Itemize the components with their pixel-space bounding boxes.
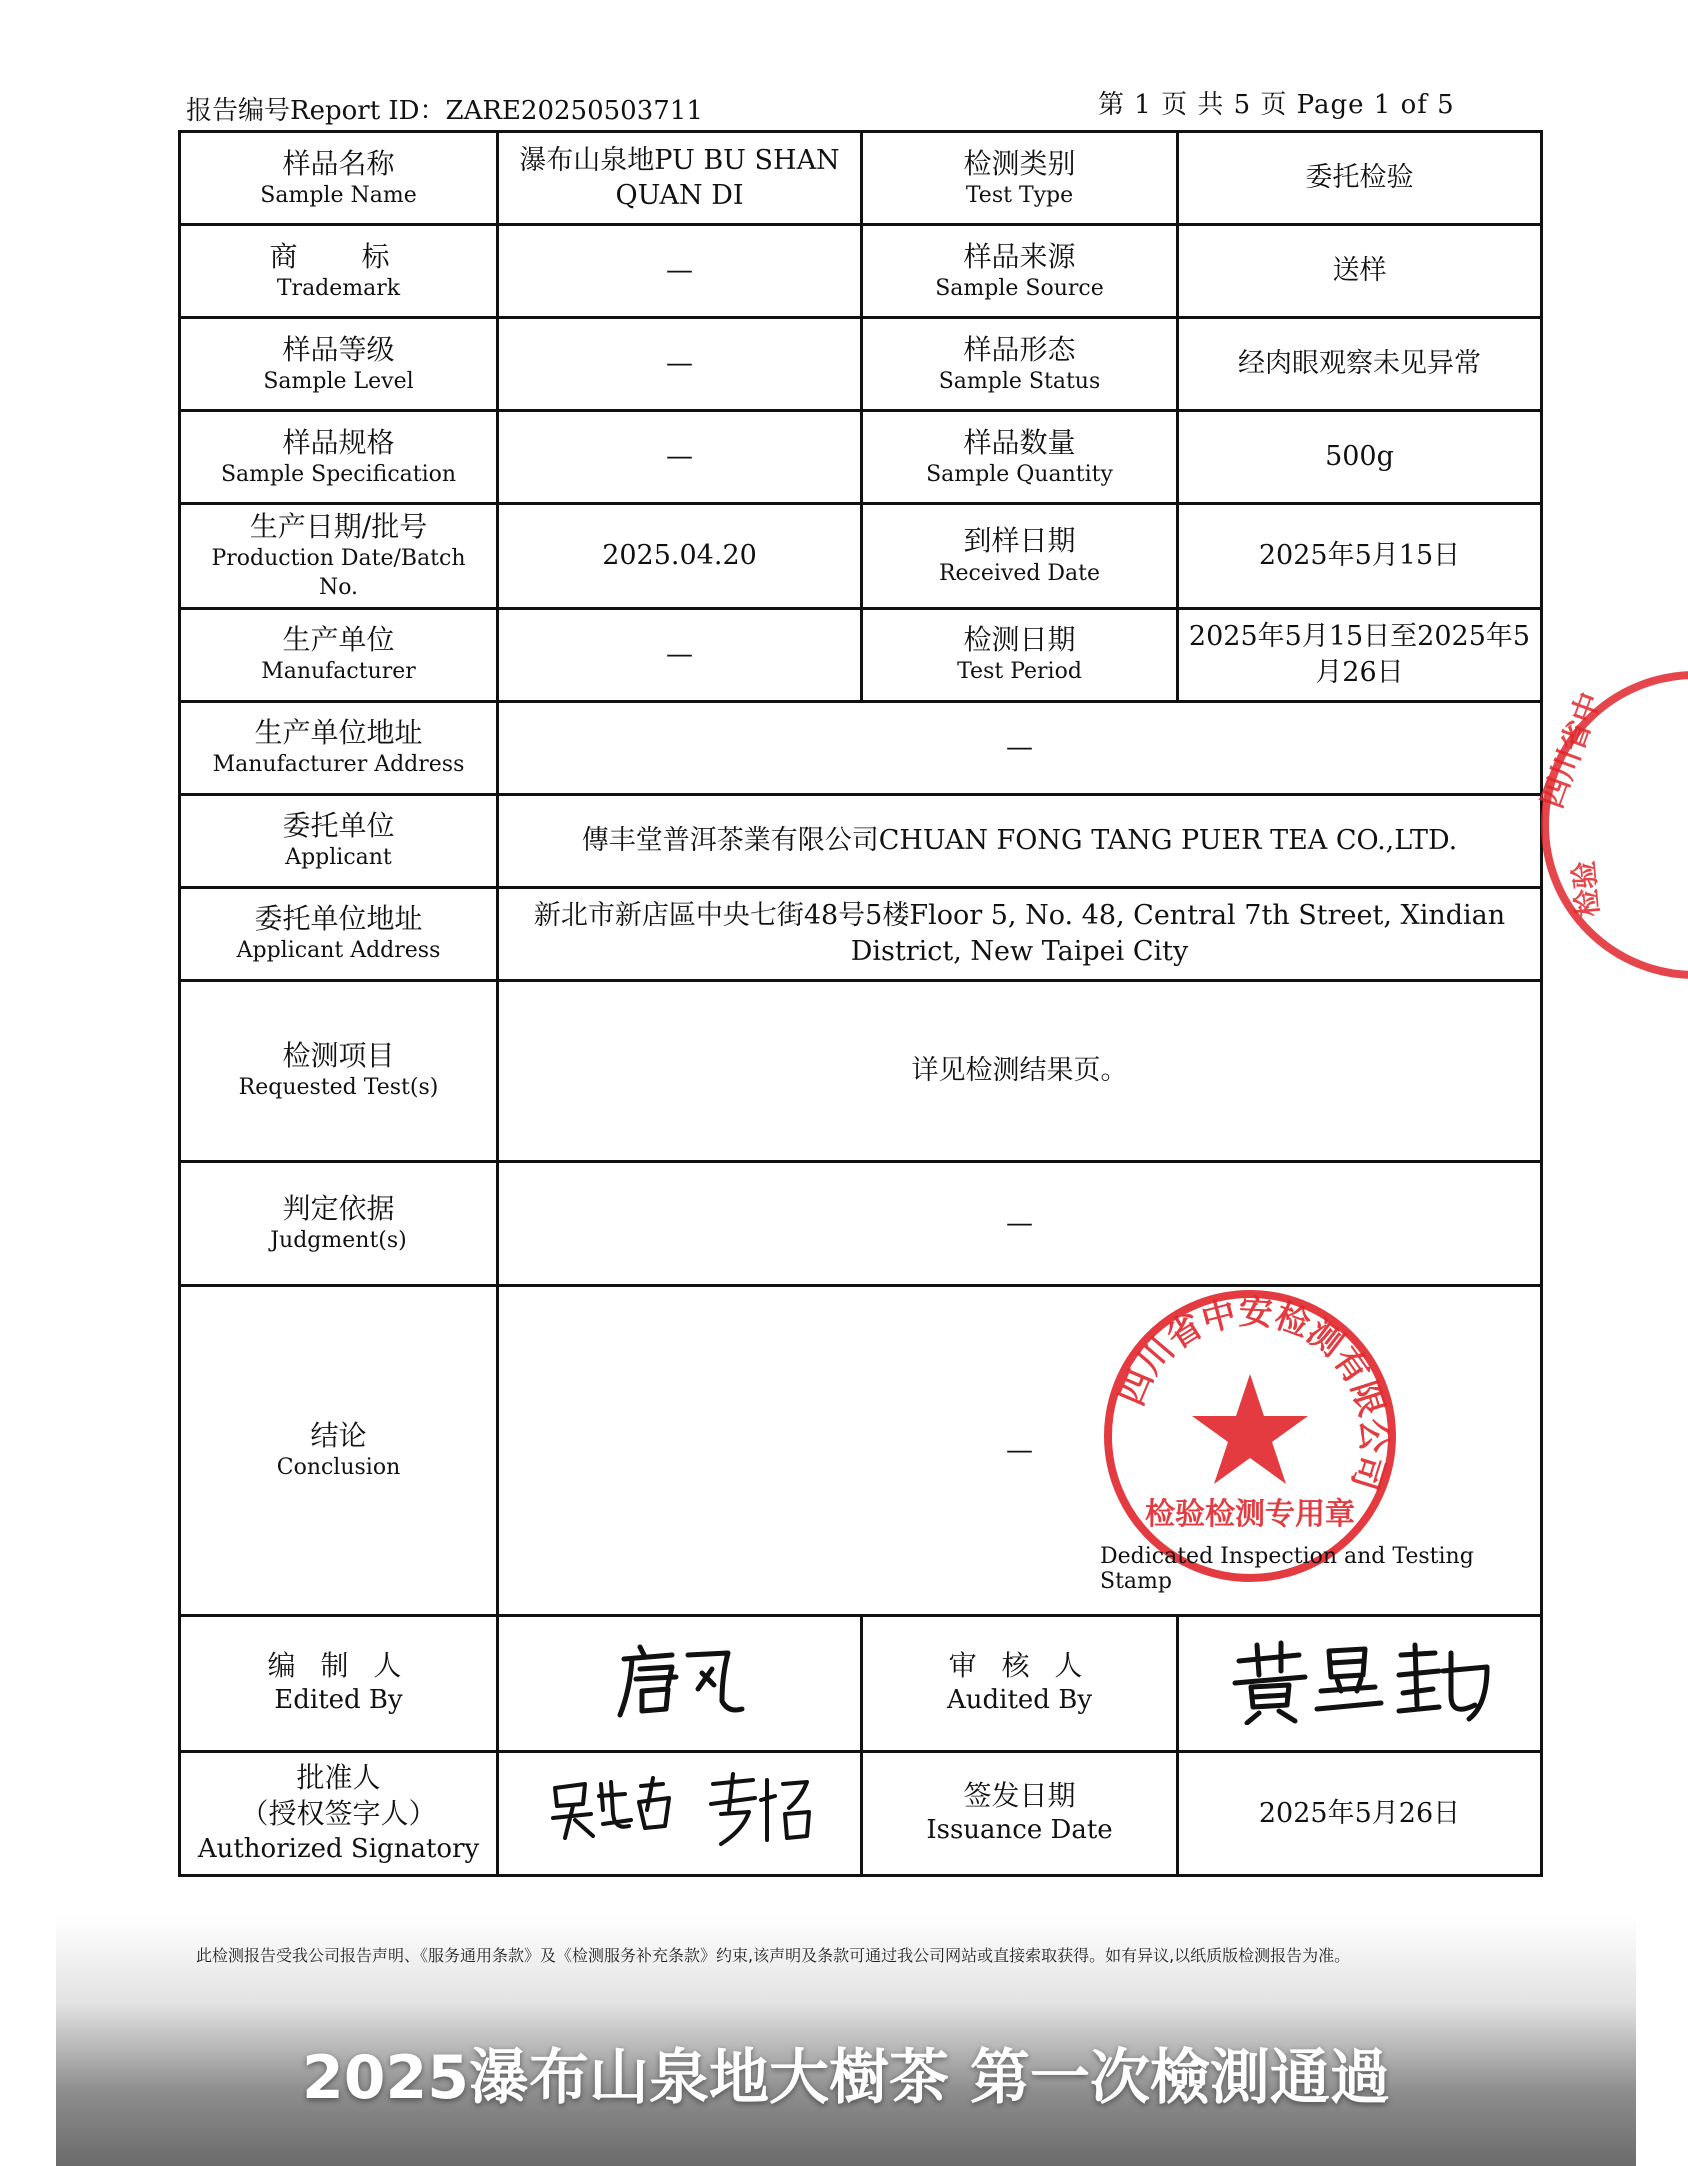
value-requested-tests: 详见检测结果页。 — [498, 980, 1542, 1161]
value-test-type: 委托检验 — [1178, 132, 1542, 225]
report-table — [178, 130, 1543, 1877]
value-issuance-date: 2025年5月26日 — [1178, 1751, 1542, 1875]
signature-authorized — [498, 1751, 862, 1875]
label-requested-tests: 检测项目 Requested Test(s) — [180, 980, 498, 1161]
report-id: 报告编号Report ID：ZARE20250503711 — [186, 96, 703, 126]
label-manufacturer-address: 生产单位地址 Manufacturer Address — [180, 701, 498, 794]
signature-tang-fei — [610, 1635, 750, 1725]
label-sample-name: 样品名称 Sample Name — [180, 132, 498, 225]
label-judgment: 判定依据 Judgment(s) — [180, 1161, 498, 1285]
label-conclusion: 结论 Conclusion — [180, 1285, 498, 1615]
value-received-date: 2025年5月15日 — [1178, 504, 1542, 609]
label-sample-status: 样品形态 Sample Status — [862, 318, 1178, 411]
value-sample-source: 送样 — [1178, 225, 1542, 318]
value-manufacturer-address: — — [498, 701, 1542, 794]
stamp-star-icon — [1192, 1374, 1308, 1484]
value-sample-level: — — [498, 318, 862, 411]
label-audited-by: 审 核 人 Audited By — [862, 1615, 1178, 1751]
partial-seam-stamp — [1530, 660, 1688, 990]
label-test-type: 检测类别 Test Type — [862, 132, 1178, 225]
footer-title: 2025瀑布山泉地大樹茶 第一次檢測通過 — [302, 2043, 1390, 2113]
label-edited-by: 编 制 人 Edited By — [180, 1615, 498, 1751]
signature-edited-by — [498, 1615, 862, 1751]
label-issuance-date: 签发日期 Issuance Date — [862, 1751, 1178, 1875]
signature-authorized-mark — [545, 1770, 815, 1850]
label-trademark: 商 标 Trademark — [180, 225, 498, 318]
value-judgment: — — [498, 1161, 1542, 1285]
value-sample-status: 经肉眼观察未见异常 — [1178, 318, 1542, 411]
stamp-caption: Dedicated Inspection and Testing Stamp — [1100, 1544, 1474, 1594]
value-applicant: 傳丰堂普洱茶業有限公司CHUAN FONG TANG PUER TEA CO.,LTD. — [498, 794, 1542, 887]
label-sample-level: 样品等级 Sample Level — [180, 318, 498, 411]
label-sample-source: 样品来源 Sample Source — [862, 225, 1178, 318]
value-conclusion: — — [498, 1285, 1542, 1615]
value-manufacturer: — — [498, 608, 862, 701]
seam-stamp-text: 四川省中 — [1534, 688, 1609, 813]
value-sample-quantity: 500g — [1178, 411, 1542, 504]
value-production-date: 2025.04.20 — [498, 504, 862, 609]
value-applicant-address: 新北市新店區中央七街48号5楼Floor 5, No. 48, Central 7th Street, Xindian District, New Taipei City — [498, 887, 1542, 980]
label-authorized: 批准人 （授权签字人） Authorized Signatory — [180, 1751, 498, 1875]
label-sample-spec: 样品规格 Sample Specification — [180, 411, 498, 504]
label-received-date: 到样日期 Received Date — [862, 504, 1178, 609]
signature-huang-xianqin — [1225, 1635, 1495, 1725]
label-applicant: 委托单位 Applicant — [180, 794, 498, 887]
label-production-date: 生产日期/批号 Production Date/Batch No. — [180, 504, 498, 609]
stamp-ring-text: 四川省中安检测有限公司 — [1111, 1292, 1394, 1495]
footer-note: 此检测报告受我公司报告声明、《服务通用条款》及《检测服务补充条款》约束,该声明及条款可通过我公司网站或直接索取获得。如有异议,以纸质版检测报告为准。 — [196, 1946, 1351, 1965]
page-info: 第 1 页 共 5 页 Page 1 of 5 — [1098, 90, 1455, 120]
label-sample-quantity: 样品数量 Sample Quantity — [862, 411, 1178, 504]
label-manufacturer: 生产单位 Manufacturer — [180, 608, 498, 701]
value-sample-name: 瀑布山泉地PU BU SHAN QUAN DI — [498, 132, 862, 225]
stamp-center-text: 检验检测专用章 — [1145, 1497, 1355, 1532]
value-sample-spec: — — [498, 411, 862, 504]
inspection-stamp — [1100, 1286, 1400, 1586]
signature-audited-by — [1178, 1615, 1542, 1751]
label-test-period: 检测日期 Test Period — [862, 608, 1178, 701]
seam-stamp-text-2: 检验 — [1567, 859, 1605, 919]
label-applicant-address: 委托单位地址 Applicant Address — [180, 887, 498, 980]
value-test-period: 2025年5月15日至2025年5月26日 — [1178, 608, 1542, 701]
value-trademark: — — [498, 225, 862, 318]
